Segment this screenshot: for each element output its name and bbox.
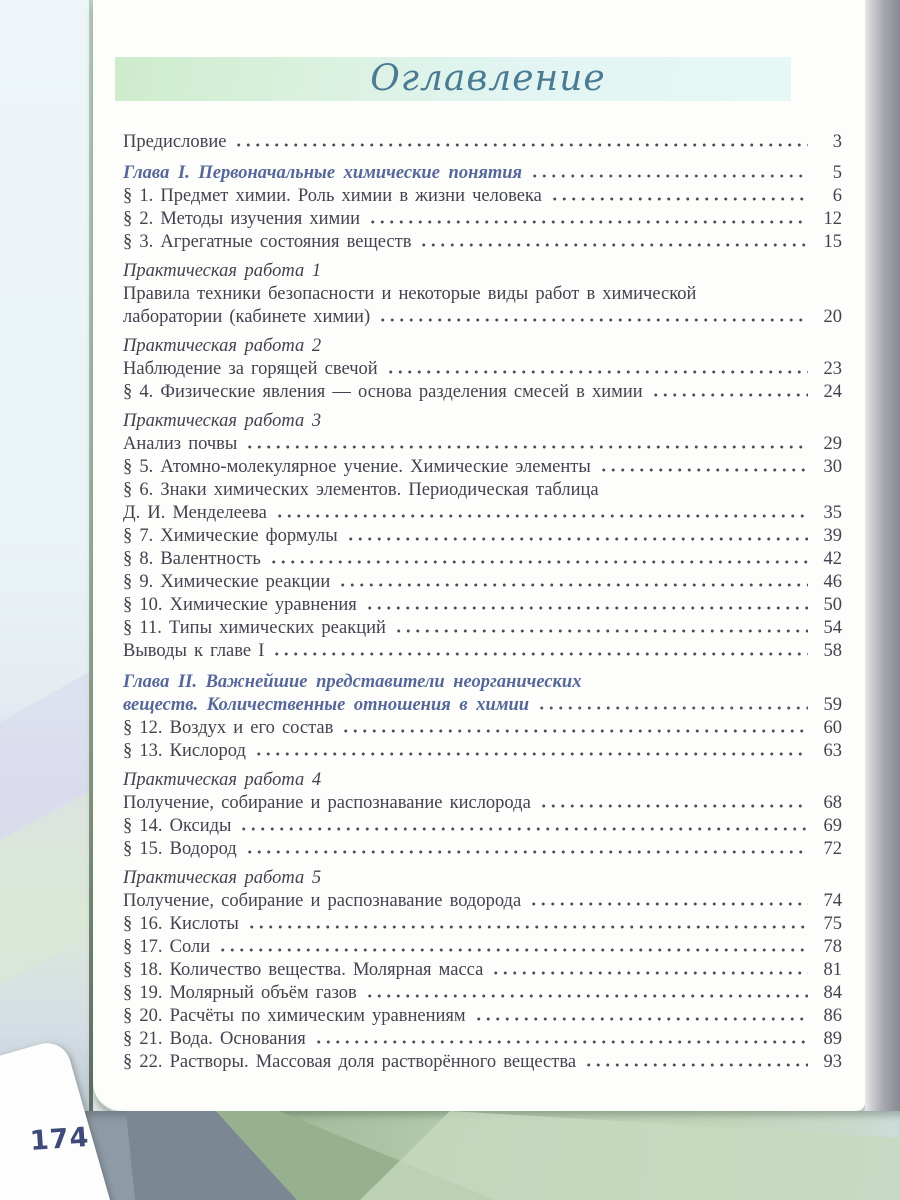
toc-entry-text: § 16. Кислоты [123,914,239,934]
toc-row [123,162,842,185]
toc-row [123,502,842,525]
toc-entry-text: § 15. Водород [123,839,237,859]
toc-leader-dots [584,1063,808,1067]
toc-entry-text: § 2. Методы изучения химии [123,209,360,229]
toc-row [123,358,842,381]
toc-leader-dots [245,850,808,854]
toc-row [123,959,842,982]
toc-entry-text: Практическая работа 5 [123,868,322,888]
toc-page-number: 86 [823,1006,842,1026]
toc-row [123,792,842,815]
toc-page-number: 69 [823,816,842,836]
left-page-edge [0,0,89,1200]
toc-page-number: 50 [823,595,842,615]
toc-entry-text: Анализ почвы [123,434,238,454]
toc-entry-text: § 17. Соли [123,937,211,957]
toc-row [123,335,842,358]
toc-entry-text: § 11. Типы химических реакций [123,618,386,638]
toc-row [123,433,842,456]
toc-leader-dots [491,971,808,975]
toc-entry-text: Предисловие [123,132,227,152]
toc-row [123,717,842,740]
toc-row [123,548,842,571]
toc-leader-dots [378,318,808,322]
toc-entry-text: § 5. Атомно-молекулярное учение. Химические элементы [123,457,591,477]
toc-leader-dots [254,752,808,756]
toc-page-number: 93 [823,1052,842,1072]
toc-row [123,740,842,763]
toc-leader-dots [539,804,808,808]
toc-row [123,410,842,433]
toc-page-number: 81 [823,960,842,980]
toc-leader-dots [272,652,808,656]
toc-leader-dots [346,537,808,541]
toc-page-number: 58 [823,641,842,661]
book-edge-right [865,0,900,1130]
toc-entry-text: Получение, собирание и распознавание водорода [123,891,522,911]
toc-entry-text: Практическая работа 1 [123,261,322,281]
toc-leader-dots [275,514,808,518]
toc-row [123,913,842,936]
toc-row [123,479,842,502]
toc-row [123,283,842,306]
toc-entry-text: Практическая работа 2 [123,336,322,356]
toc-entry-text: § 12. Воздух и его состав [123,718,334,738]
toc-row [123,231,842,254]
toc-entry-text: Правила техники безопасности и некоторые виды работ в химической [123,284,697,304]
toc-entry-text: Практическая работа 3 [123,411,322,431]
toc-page-number: 74 [823,891,842,911]
toc-leader-dots [651,393,808,397]
toc-leader-dots [537,706,808,710]
toc-row [123,1028,842,1051]
toc-entry-text: Глава II. Важнейшие представители неорганических [123,672,582,692]
toc-row [123,260,842,283]
toc-leader-dots [368,220,808,224]
toc-row [123,381,842,404]
toc-entry-text: § 8. Валентность [123,549,261,569]
page-title: Оглавление [370,58,606,99]
cover-design [0,1111,900,1200]
toc-entry-text: § 21. Вода. Основания [123,1029,306,1049]
toc-row [123,890,842,913]
toc-entry-text: Практическая работа 4 [123,770,322,790]
toc-leader-dots [386,370,808,374]
toc-leader-dots [529,902,808,906]
toc-title-band [115,57,791,101]
toc-entry-text: § 22. Растворы. Массовая доля растворённого вещества [123,1052,577,1072]
toc-page-number: 5 [832,163,842,183]
toc-page-number: 29 [823,434,842,454]
toc-row [123,1051,842,1074]
toc-entry-text: § 19. Молярный объём газов [123,983,357,1003]
toc-leader-dots [269,560,808,564]
toc-page-number: 59 [823,695,842,715]
toc-entry-text: § 7. Химические формулы [123,526,338,546]
toc-page-number: 78 [823,937,842,957]
toc-page-number: 68 [823,793,842,813]
toc-list [123,131,842,1074]
toc-page-number: 15 [823,232,842,252]
toc-leader-dots [341,729,808,733]
toc-row [123,594,842,617]
toc-leader-dots [247,925,808,929]
toc-page-number: 23 [823,359,842,379]
toc-entry-text: лаборатории (кабинете химии) [123,307,371,327]
toc-row [123,982,842,1005]
toc-row [123,640,842,663]
toc-leader-dots [530,174,808,178]
toc-leader-dots [234,143,808,147]
toc-row [123,838,842,861]
toc-page-number: 63 [823,741,842,761]
toc-page-number: 84 [823,983,842,1003]
toc-entry-text: § 4. Физические явления — основа разделения смесей в химии [123,382,643,402]
toc-entry-text: Получение, собирание и распознавание кислорода [123,793,531,813]
toc-leader-dots [314,1040,808,1044]
toc-leader-dots [365,606,808,610]
toc-leader-dots [394,629,808,633]
toc-page-number: 35 [823,503,842,523]
toc-entry-text: веществ. Количественные отношения в химии [123,695,530,715]
toc-row [123,456,842,479]
toc-row [123,694,842,717]
toc-entry-text: § 18. Количество вещества. Молярная масса [123,960,484,980]
toc-leader-dots [550,197,808,201]
toc-entry-text: § 10. Химические уравнения [123,595,357,615]
toc-entry-text: Глава I. Первоначальные химические понятия [123,163,523,183]
toc-page-number: 3 [832,132,842,152]
toc-row [123,671,842,694]
toc-row [123,185,842,208]
toc-row [123,131,842,154]
toc-row [123,306,842,329]
toc-leader-dots [338,583,808,587]
toc-page-number: 42 [823,549,842,569]
toc-page-number: 6 [832,186,842,206]
toc-leader-dots [245,445,808,449]
toc-page-number: 54 [823,618,842,638]
toc-page-number: 24 [823,382,842,402]
toc-row [123,936,842,959]
toc-entry-text: § 20. Расчёты по химическим уравнениям [123,1006,466,1026]
toc-row [123,525,842,548]
toc-leader-dots [419,243,808,247]
toc-entry-text: Выводы к главе I [123,641,265,661]
toc-page-number: 72 [823,839,842,859]
toc-entry-text: § 9. Химические реакции [123,572,331,592]
toc-entry-text: § 1. Предмет химии. Роль химии в жизни человека [123,186,542,206]
toc-entry-text: Д. И. Менделеева [123,503,267,523]
toc-row [123,815,842,838]
toc-leader-dots [365,994,808,998]
toc-leader-dots [218,948,808,952]
toc-leader-dots [474,1017,808,1021]
toc-row [123,571,842,594]
toc-leader-dots [599,468,808,472]
toc-row [123,769,842,792]
toc-entry-text: § 13. Кислород [123,741,246,761]
toc-row [123,1005,842,1028]
toc-row [123,867,842,890]
under-page-number: 174 [28,1121,91,1158]
toc-page-number: 30 [823,457,842,477]
toc-leader-dots [239,827,808,831]
toc-entry-text: Наблюдение за горящей свечой [123,359,378,379]
toc-page-number: 75 [823,914,842,934]
toc-entry-text: § 14. Оксиды [123,816,232,836]
toc-row [123,208,842,231]
toc-row [123,617,842,640]
toc-page-number: 20 [823,307,842,327]
toc-entry-text: § 3. Агрегатные состояния веществ [123,232,412,252]
toc-page [93,0,865,1113]
toc-page-number: 60 [823,718,842,738]
toc-page-number: 12 [823,209,842,229]
toc-page-number: 39 [823,526,842,546]
toc-page-number: 46 [823,572,842,592]
toc-page-number: 89 [823,1029,842,1049]
toc-entry-text: § 6. Знаки химических элементов. Периодическая таблица [123,480,599,500]
